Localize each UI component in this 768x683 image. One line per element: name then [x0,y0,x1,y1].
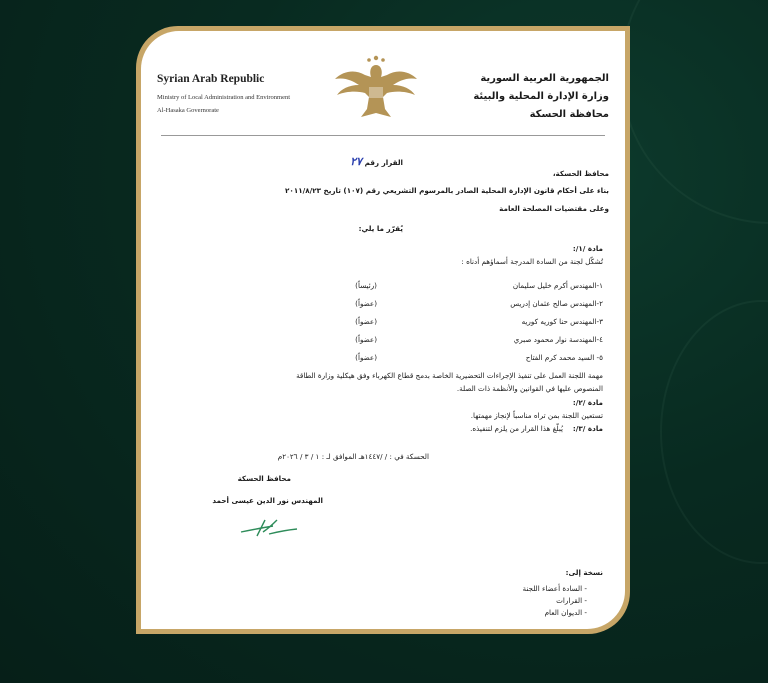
article-2-label: مادة /٢/: [572,398,603,407]
document-page [141,31,625,629]
background-arc [660,300,768,564]
date-line: الحسكة في : / /١٤٤٧هـ الموافق لـ : ١ / ٣ / ٢٠٢٦م [277,452,429,461]
member-role: (عضواً) [355,335,377,344]
copies-heading: نسخة إلى: [565,568,603,577]
member-name: ١-المهندس أكرم خليل سليمان [512,281,603,290]
header-ar-republic: الجمهورية العربية السورية [480,73,609,84]
member-role: (عضواً) [355,317,377,326]
mission-line-2: المنصوص عليها في القوانين والأنظمة ذات الصلة. [456,384,603,393]
decision-title: القرار رقم ٢٧ [350,155,403,168]
article-2-text: تستعين اللجنة بمن تراه مناسباً لإنجاز مهمتها. [470,411,603,420]
header-en-ministry: Ministry of Local Administration and Environment [157,94,291,101]
article-3-label: مادة /٣/: [572,424,603,433]
mission-line-1: مهمة اللجنة العمل على تنفيذ الإجراءات التحضيرية الخاصة بدمج قطاع الكهرباء وفق هيكلية وزارة الطاقة [296,371,603,380]
article-1-label: مادة /١/: [572,244,603,253]
eagle-emblem-icon [331,53,421,121]
member-role: (عضواً) [355,353,377,362]
article-3-text: يُبلّغ هذا القرار من يلزم لتنفيذه. [470,424,563,433]
decides-line: يُقرّر ما يلي: [358,224,403,233]
requirements-line: وعلى مقتضيات المصلحة العامة [499,204,609,213]
copies-item: - الديوان العام [544,608,587,617]
article-1-text: تُشكّل لجنة من السادة المدرجة أسماؤهم أدناه : [461,257,603,266]
signature-title: محافظ الحسكة [237,474,291,483]
header-en-governorate: Al-Hasaka Governorate [157,107,219,114]
handwritten-signature-icon [239,516,301,538]
member-name: ٥- السيد محمد كرم الفتاح [525,353,603,362]
header-en-title: Syrian Arab Republic [157,73,265,85]
header-ar-governorate: محافظة الحسكة [529,109,609,120]
header-divider [161,135,605,136]
preamble-line: بناء على أحكام قانون الإدارة المحلية الصادر بالمرسوم التشريعي رقم (١٠٧) تاريخ ٢٠١١/٨/٢٣ [285,186,609,195]
member-name: ٣-المهندس حنا كوريه كوريه [521,317,603,326]
governor-line: محافظ الحسكة، [552,169,609,178]
decision-number: ٢٧ [350,155,363,168]
member-role: (رئيساً) [355,281,377,290]
member-name: ٢-المهندس صالح عثمان إدريس [510,299,603,308]
background-arc [620,0,768,224]
signature-name: المهندس نور الدين عيسى أحمد [212,496,323,505]
member-role: (عضواً) [355,299,377,308]
member-name: ٤-المهندسة نوار محمود صبري [513,335,603,344]
copies-item: - القرارات [556,596,587,605]
header-ar-ministry: وزارة الإدارة المحلية والبيئة [473,91,609,102]
copies-item: - السادة أعضاء اللجنة [522,584,587,593]
